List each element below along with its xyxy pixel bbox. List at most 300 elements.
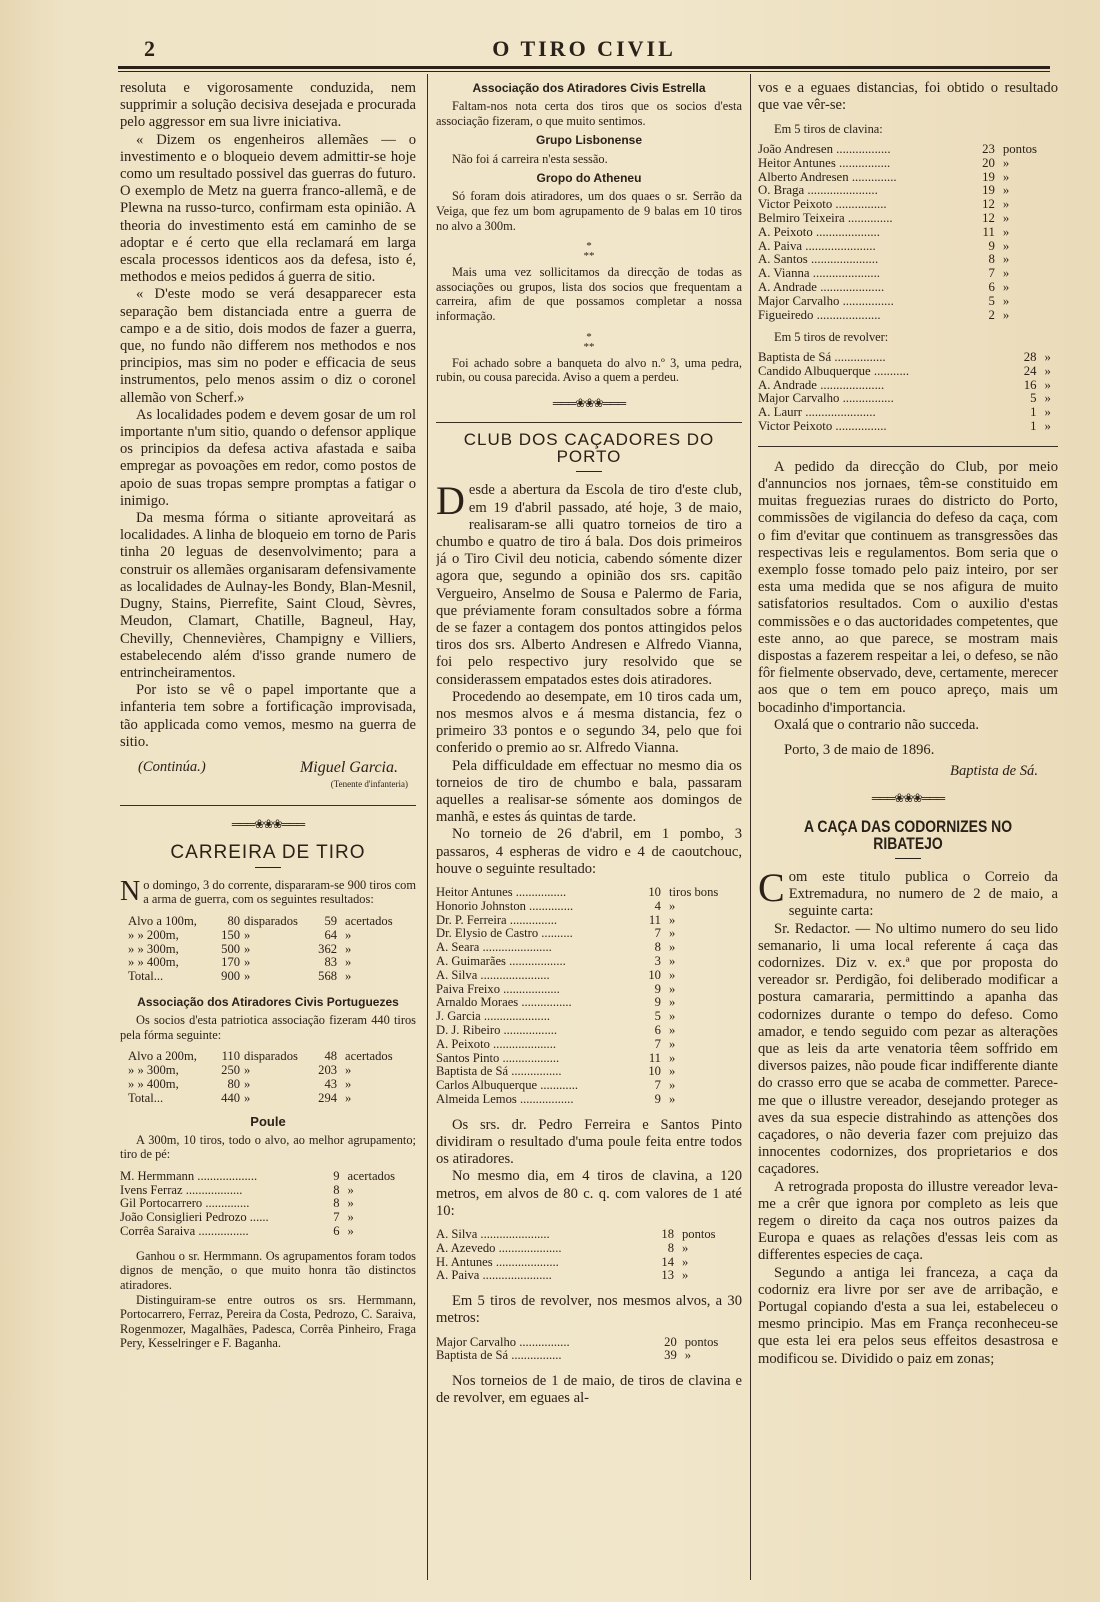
table-cell: » bbox=[347, 1224, 354, 1239]
continua-note: (Continúa.) bbox=[138, 758, 206, 775]
table-cell: » bbox=[668, 1091, 676, 1106]
table-row bbox=[128, 1050, 406, 1064]
table-cell: A. Seara ...................... bbox=[436, 940, 552, 955]
table-cell: O. Braga ...................... bbox=[758, 183, 878, 198]
table-row bbox=[128, 915, 406, 929]
table-row bbox=[120, 1211, 416, 1225]
table-cell: 80 bbox=[227, 913, 241, 928]
table-cell: A. Andrade .................... bbox=[758, 377, 885, 392]
table-cell: » bbox=[1044, 418, 1051, 433]
table-cell: » bbox=[345, 1063, 352, 1078]
section-rule bbox=[758, 446, 1058, 447]
table-cell: » bbox=[668, 912, 676, 927]
table-cell: 19 bbox=[982, 169, 995, 184]
paragraph-text: om este titulo publica o Correio da Extremadura, no numero de 2 de maio, a seguinte carta: bbox=[788, 869, 1058, 920]
table-cell: » bbox=[244, 1076, 251, 1091]
table-cell: 43 bbox=[324, 1076, 338, 1091]
table-cell: » » 300m, bbox=[128, 941, 179, 956]
table-cell: » bbox=[1002, 252, 1010, 267]
table-cell: 83 bbox=[324, 955, 338, 970]
table-cell: A. Silva ...................... bbox=[436, 967, 550, 982]
table-cell: » bbox=[1002, 293, 1010, 308]
table-cell: » bbox=[668, 926, 676, 941]
table-cell: 7 bbox=[654, 926, 661, 941]
table-row bbox=[758, 365, 1058, 379]
table-row bbox=[436, 1256, 742, 1270]
table-caption: Em 5 tiros de revolver: bbox=[774, 330, 889, 345]
table-cell: Heitor Antunes ................ bbox=[758, 155, 891, 170]
section-title: CARREIRA DE TIRO bbox=[170, 841, 366, 863]
table-cell: » bbox=[347, 1196, 354, 1211]
table-cell: João Consiglieri Pedrozo ...... bbox=[120, 1210, 269, 1225]
table-cell: » bbox=[345, 969, 352, 984]
table-cell: disparados bbox=[244, 913, 298, 928]
table-cell: 39 bbox=[664, 1348, 677, 1363]
table-cell: » » 200m, bbox=[128, 927, 179, 942]
table-cell: H. Antunes .................... bbox=[436, 1254, 559, 1269]
paragraph: Procedendo ao desempate, em 10 tiros cada um, nos mesmos alvos e á mesma distancia, fez o primeiro 33 pontos e o segundo 34, pelo que foi conferido o premio ao sr. Alfredo Vianna. bbox=[436, 688, 742, 757]
column-divider bbox=[750, 74, 751, 1580]
table-row bbox=[436, 1038, 742, 1052]
table-cell: » » 300m, bbox=[128, 1063, 179, 1078]
paragraph: Da mesma fórma o sitiante aproveitará as localidades. A linha de bloqueio em torno de Paris tinha 20 leguas de desenvolvimento; para a construir os allemães organisaram defensivamente as localidades de Aulnay-les Bondy, Blan-Mesnil, Dugny, Stains, Pierrefite, Saint Cloud, Sèvres, Meudon, Clamart, Chatille, Bagneul, Hay, Chevilly, Chennevières, Champigny e Villiers, estabelecendo além d'isso grande numero de entrincheiramentos. bbox=[120, 510, 416, 681]
subsection-title: Gropo do Atheneu bbox=[536, 171, 642, 186]
table-cell: » bbox=[668, 1036, 676, 1051]
subsection-title: Associação dos Atiradores Civis Portuguezes bbox=[137, 994, 399, 1009]
paragraph: Nos torneios de 1 de maio, de tiros de clavina e de revolver, em eguaes al- bbox=[436, 1373, 742, 1407]
column-divider bbox=[427, 74, 428, 1580]
table-cell: Major Carvalho ................ bbox=[758, 391, 894, 406]
table-cell: » bbox=[1044, 377, 1051, 392]
table-cell: Total... bbox=[128, 969, 164, 984]
table-cell: 568 bbox=[318, 969, 338, 984]
table-row bbox=[758, 212, 1058, 226]
table-cell: pontos bbox=[681, 1226, 716, 1241]
table-cell: 7 bbox=[654, 1078, 661, 1093]
table-cell: Baptista de Sá ................ bbox=[436, 1348, 562, 1363]
table-cell: 150 bbox=[221, 927, 241, 942]
table-row bbox=[128, 970, 406, 984]
table-cell: » bbox=[244, 955, 251, 970]
table-row bbox=[436, 1336, 742, 1350]
paragraph: Não foi á carreira n'esta sessão. bbox=[452, 151, 608, 166]
table-cell: Victor Peixoto ................ bbox=[758, 197, 887, 212]
table-cell: 20 bbox=[664, 1334, 677, 1349]
table-cell: » bbox=[1002, 224, 1010, 239]
table-cell: » bbox=[345, 941, 352, 956]
table-cell: » bbox=[668, 995, 676, 1010]
table-row bbox=[758, 379, 1058, 393]
table-cell: A. Silva ...................... bbox=[436, 1226, 550, 1241]
table-row bbox=[758, 171, 1058, 185]
paragraph: Oxalá que o contrario não succeda. bbox=[774, 716, 980, 733]
table-cell: Baptista de Sá ................ bbox=[436, 1064, 562, 1079]
table-cell: A. Azevedo .................... bbox=[436, 1240, 562, 1255]
table-cell: disparados bbox=[244, 1049, 298, 1064]
table-row bbox=[436, 1242, 742, 1256]
table-cell: Alvo a 100m, bbox=[128, 913, 197, 928]
table-cell: Carlos Albuquerque ............ bbox=[436, 1078, 579, 1093]
table-cell: acertados bbox=[345, 1049, 393, 1064]
subsection-title: Associação dos Atiradores Civis Estrella bbox=[472, 81, 706, 95]
table-cell: 28 bbox=[1023, 349, 1037, 364]
table-row bbox=[436, 955, 742, 969]
table-cell: D. J. Ribeiro ................. bbox=[436, 1022, 558, 1037]
ornament-divider: ═══❀❀❀═══ bbox=[552, 395, 626, 410]
table-cell: 9 bbox=[654, 1091, 661, 1106]
table-row bbox=[120, 1225, 416, 1239]
paragraph bbox=[436, 478, 742, 688]
table-cell: Corrêa Saraiva ................ bbox=[120, 1224, 249, 1239]
table-row bbox=[758, 281, 1058, 295]
table-cell: 59 bbox=[324, 913, 338, 928]
table-row bbox=[120, 1197, 416, 1211]
table-cell: 5 bbox=[988, 293, 995, 308]
clavina-table bbox=[436, 1228, 742, 1283]
table-cell: Heitor Antunes ................ bbox=[436, 885, 567, 900]
section-rule bbox=[436, 422, 742, 423]
table-cell: » bbox=[668, 967, 676, 982]
paragraph: Os socios d'esta patriotica associação fizeram 440 tiros pela fórma seguinte: bbox=[120, 1013, 416, 1042]
table-cell: 110 bbox=[221, 1049, 241, 1064]
table-cell: A. Laurr ...................... bbox=[758, 405, 876, 420]
table-row bbox=[436, 1079, 742, 1093]
table-cell: 9 bbox=[654, 995, 661, 1010]
table-cell: » bbox=[668, 1022, 676, 1037]
table-cell: A. Santos ..................... bbox=[758, 252, 879, 267]
table-cell: » bbox=[244, 941, 251, 956]
table-cell: Major Carvalho ................ bbox=[436, 1334, 570, 1349]
table-row bbox=[128, 1064, 406, 1078]
table-cell: » bbox=[1002, 238, 1010, 253]
table-cell: 3 bbox=[654, 954, 661, 968]
table-cell: 9 bbox=[333, 1168, 340, 1183]
table-cell: » bbox=[1002, 307, 1010, 322]
table-row bbox=[128, 1092, 406, 1106]
paragraph: « D'este modo se verá desapparecer esta separação bem distanciada entre a guerra de campo e a de sitio, dois modos de fazer a guerra, que, no fundo não differem nos methodos e nos principios, mas sim no poder e efficacia de seus instrumentos, pelo menos assim o diz o coronel allemão von Scherf.» bbox=[120, 286, 416, 406]
table-cell: 8 bbox=[654, 940, 661, 955]
table-cell: 9 bbox=[988, 238, 995, 253]
section-title: CLUB DOS CAÇADORES DO PORTO bbox=[463, 429, 715, 467]
table-cell: » bbox=[681, 1254, 689, 1269]
table-cell: » bbox=[668, 1050, 676, 1065]
header-rule bbox=[118, 66, 1050, 72]
paragraph: vos e a eguaes distancias, foi obtido o resultado que vae vêr-se: bbox=[758, 80, 1058, 114]
table-row bbox=[120, 1184, 416, 1198]
table-cell: A. Guimarães .................. bbox=[436, 954, 566, 968]
paragraph: A pedido da direcção do Club, por meio d'annuncios nos jornaes, têm-se constituido em muitas freguezias ruraes do districto do Porto, commissões de vigilancia do defeso da caça, com o fim d'evitar que continuem as transgressões das respectivas leis e regulamentos. Bom seria que o exemplo fosse tomado pelo paiz inteiro, por ser esta uma medida que se nos afigura de muito satisfatorios resultados. Com o auxilio d'estas commissões e o das auctoridades competentes, que este anno, ao que parece, se mostram mais dispostas a fazerem respeitar a lei, o defeso, se não fôr fielmente observado, deve, certamente, merecer aos que o tem em pouco apreço, mais um bocadinho d'importancia. bbox=[758, 458, 1058, 716]
table-cell: » bbox=[345, 1090, 352, 1105]
table-row bbox=[436, 1024, 742, 1038]
table-cell: » bbox=[684, 1348, 692, 1363]
table-cell: acertados bbox=[347, 1168, 396, 1183]
table-cell: Belmiro Teixeira .............. bbox=[758, 210, 893, 225]
table-row bbox=[758, 157, 1058, 171]
table-cell: Dr. Elysio de Castro .......... bbox=[436, 926, 573, 941]
table-cell: 24 bbox=[1023, 363, 1037, 378]
table-cell: » bbox=[668, 940, 676, 955]
clavina-results-table bbox=[758, 143, 1058, 322]
table-cell: A. Peixoto .................... bbox=[758, 224, 880, 239]
dateline: Porto, 3 de maio de 1896. bbox=[784, 741, 935, 758]
table-cell: Honorio Johnston .............. bbox=[436, 898, 574, 913]
table-cell: 170 bbox=[221, 955, 241, 970]
table-cell: » bbox=[1002, 183, 1010, 198]
table-cell: Alvo a 200m, bbox=[128, 1049, 197, 1064]
table-cell: Figueiredo .................... bbox=[758, 307, 881, 322]
paragraph: No mesmo dia, em 4 tiros de clavina, a 120 metros, em alvos de 80 c. q. com valores de 1 até 10: bbox=[436, 1168, 742, 1219]
table-cell: A. Paiva ...................... bbox=[436, 1268, 552, 1283]
table-cell: » bbox=[1044, 349, 1051, 364]
table-cell: » bbox=[1002, 169, 1010, 184]
table-cell: Arnaldo Moraes ................ bbox=[436, 995, 572, 1010]
table-row bbox=[436, 969, 742, 983]
table-cell: 362 bbox=[318, 941, 338, 956]
section-title: A CAÇA DAS CODORNIZES NO RIBATEJO bbox=[803, 816, 1013, 853]
results-table-2 bbox=[128, 1050, 406, 1105]
paragraph: « Dizem os engenheiros allemães — o investimento e o bloqueio devem admittir-se hoje como um resultado possivel das guerras do futuro. O exemplo de Metz na guerra franco-allemã, e de Plewna na russo-turco, confirmam esta opinião. A theoria do investimento está em caminho de se adoptar e é certo que ella reclamará em larga escala processos identicos aos da defesa, isto é, methodos e meios pedidos á guerra de sitio. bbox=[120, 131, 416, 286]
table-row bbox=[758, 351, 1058, 365]
table-cell: » bbox=[345, 1076, 352, 1091]
table-cell: Gil Portocarrero .............. bbox=[120, 1196, 250, 1211]
revolver-table bbox=[436, 1336, 742, 1364]
table-row bbox=[128, 929, 406, 943]
table-row bbox=[758, 253, 1058, 267]
table-cell: 500 bbox=[221, 941, 241, 956]
paragraph: Só foram dois atiradores, um dos quaes o sr. Serrão da Veiga, que fez um bom agrupamento de 9 balas em 10 tiros no alvo a 300m. bbox=[436, 189, 742, 233]
table-cell: » bbox=[345, 927, 352, 942]
table-row bbox=[758, 406, 1058, 420]
table-row bbox=[436, 983, 742, 997]
table-cell: 19 bbox=[982, 183, 995, 198]
table-cell: 5 bbox=[654, 1009, 661, 1024]
table-cell: 23 bbox=[982, 142, 995, 156]
table-cell: 64 bbox=[324, 927, 338, 942]
table-cell: » bbox=[1002, 279, 1010, 294]
table-cell: » bbox=[668, 1009, 676, 1024]
page-number: 2 bbox=[144, 36, 155, 61]
table-cell: 7 bbox=[333, 1210, 340, 1225]
table-cell: 1 bbox=[1030, 418, 1037, 433]
title-dash bbox=[895, 858, 921, 859]
asterism: * ** bbox=[583, 240, 595, 263]
table-caption: Em 5 tiros de clavina: bbox=[774, 122, 883, 137]
table-row bbox=[436, 1349, 742, 1363]
table-cell: 10 bbox=[648, 967, 661, 982]
paragraph: Pela difficuldade em effectuar no mesmo dia os torneios de tiro de chumbo e bala, passaram aquelles a realisar-se sómente aos domingos de manhã, e estes ás quintas de tarde. bbox=[436, 757, 742, 826]
table-cell: 11 bbox=[982, 224, 995, 239]
author-name: Miguel Garcia. bbox=[299, 758, 398, 776]
table-cell: 11 bbox=[648, 912, 661, 927]
paragraph: Distinguiram-se entre outros os srs. Hermmann, Portocarrero, Ferraz, Pereira da Costa, Pedrozo, C. Saraiva, Rogenmozer, Magalhães, Padesca, Corrêa Pinheiro, Fraga Pery, Kesselringer e F. Baganha. bbox=[120, 1292, 416, 1351]
column-1 bbox=[120, 80, 416, 1580]
ornament-divider: ═══❀❀❀═══ bbox=[231, 817, 305, 832]
drop-cap: D bbox=[436, 478, 465, 524]
table-cell: Candido Albuquerque ........... bbox=[758, 363, 910, 378]
table-cell: 8 bbox=[988, 252, 995, 267]
table-row bbox=[758, 184, 1058, 198]
table-cell: 900 bbox=[221, 969, 241, 984]
table-cell: » bbox=[244, 1063, 251, 1078]
newspaper-title: O TIRO CIVIL bbox=[492, 36, 676, 61]
table-cell: 9 bbox=[654, 981, 661, 996]
table-cell: M. Hermmann ................... bbox=[120, 1168, 258, 1183]
table-cell: » bbox=[681, 1240, 689, 1255]
article-signature bbox=[120, 759, 416, 776]
table-cell: J. Garcia ..................... bbox=[436, 1009, 551, 1024]
table-cell: 6 bbox=[333, 1224, 340, 1239]
table-row bbox=[436, 941, 742, 955]
table-cell: 5 bbox=[1030, 391, 1037, 406]
table-row bbox=[436, 1065, 742, 1079]
table-cell: 8 bbox=[333, 1182, 340, 1197]
table-row bbox=[758, 295, 1058, 309]
table-cell: 11 bbox=[648, 1050, 661, 1065]
paragraph bbox=[758, 865, 1058, 921]
section-rule bbox=[120, 805, 416, 806]
table-cell: » bbox=[1002, 197, 1010, 212]
table-row bbox=[758, 198, 1058, 212]
page-header bbox=[118, 36, 1050, 66]
table-cell: 440 bbox=[221, 1090, 241, 1105]
table-cell: » bbox=[244, 1090, 251, 1105]
table-cell: Ivens Ferraz .................. bbox=[120, 1182, 243, 1197]
table-cell: 20 bbox=[982, 155, 995, 170]
table-cell: » bbox=[244, 969, 251, 984]
paragraph: A retrograda proposta do illustre vereador leva-me a crêr que ignora por completo as leis que regem o direito da caça nos outros paizes da Europa e quaes as relações d'essas leis com as differentes especies de caça. bbox=[758, 1178, 1058, 1264]
table-row bbox=[758, 143, 1058, 157]
paragraph: As localidades podem e devem gosar de um rol importante n'um sitio, quando o defensor applique os principios da defesa activa afastada e saiba empregar as povoações em redor, como postos de apoio de suas tropas sempre promptas a fatigar o inimigo. bbox=[120, 406, 416, 509]
table-cell: pontos bbox=[684, 1334, 719, 1349]
table-row bbox=[120, 1170, 416, 1184]
table-cell: » bbox=[1002, 266, 1010, 281]
table-cell: A. Paiva ...................... bbox=[758, 238, 876, 253]
table-cell: » bbox=[1044, 405, 1051, 420]
table-row bbox=[128, 956, 406, 970]
table-row bbox=[758, 226, 1058, 240]
table-row bbox=[128, 943, 406, 957]
table-cell: Major Carvalho ................ bbox=[758, 293, 894, 308]
table-cell: » bbox=[244, 927, 251, 942]
table-cell: Dr. P. Ferreira ............... bbox=[436, 912, 558, 927]
table-cell: » bbox=[1044, 363, 1051, 378]
ornament-divider: ═══❀❀❀═══ bbox=[871, 791, 945, 806]
table-cell: 13 bbox=[661, 1268, 674, 1283]
table-row bbox=[436, 900, 742, 914]
table-cell: 8 bbox=[333, 1196, 340, 1211]
carreira-intro bbox=[120, 875, 416, 907]
table-cell: 14 bbox=[661, 1254, 674, 1269]
table-cell: tiros bons bbox=[668, 885, 719, 900]
table-cell: Santos Pinto .................. bbox=[436, 1050, 560, 1065]
table-cell: acertados bbox=[345, 913, 393, 928]
paragraph: Em 5 tiros de revolver, nos mesmos alvos, a 30 metros: bbox=[436, 1293, 742, 1327]
table-row bbox=[436, 914, 742, 928]
table-cell: » bbox=[1044, 391, 1051, 406]
table-row bbox=[758, 309, 1058, 323]
table-row bbox=[436, 996, 742, 1010]
table-row bbox=[436, 1010, 742, 1024]
table-cell: A. Peixoto .................... bbox=[436, 1036, 556, 1051]
table-row bbox=[436, 1269, 742, 1283]
table-cell: » bbox=[668, 1064, 676, 1079]
table-cell: 6 bbox=[654, 1022, 661, 1037]
table-cell: » » 400m, bbox=[128, 1076, 179, 1091]
table-row bbox=[436, 886, 742, 900]
table-cell: 1 bbox=[1030, 405, 1037, 420]
subsection-title: Grupo Lisbonense bbox=[535, 133, 642, 148]
author-rank: (Tenente d'infanteria) bbox=[330, 779, 408, 790]
table-cell: 80 bbox=[227, 1076, 241, 1091]
torneio-table bbox=[436, 886, 742, 1107]
table-cell: » bbox=[668, 954, 676, 968]
table-cell: 7 bbox=[988, 266, 995, 281]
drop-cap: C bbox=[758, 865, 785, 910]
table-cell: » bbox=[1002, 155, 1010, 170]
column-3 bbox=[758, 80, 1058, 1580]
table-row bbox=[436, 1052, 742, 1066]
table-cell: » bbox=[668, 1078, 676, 1093]
title-dash bbox=[255, 867, 281, 868]
paragraph: Foi achado sobre a banqueta do alvo n.º 3, uma pedra, rubin, ou cousa parecida. Aviso a quem a perdeu. bbox=[436, 355, 742, 385]
drop-cap: N bbox=[120, 875, 141, 907]
table-row bbox=[436, 1093, 742, 1107]
table-cell: 7 bbox=[654, 1036, 661, 1051]
paragraph: Segundo a antiga lei franceza, a caça da codorniz era livre por ser ave de arribação, e Portugal copiando d'esta a sua lei, estabeleceu o mesmo principio. Mas em França reconheceu-se que esta lei era pelos seus effeitos desastrosa e modificou se. Dividido o paiz em zonas; bbox=[758, 1264, 1058, 1367]
table-cell: » bbox=[347, 1210, 354, 1225]
table-cell: 16 bbox=[1023, 377, 1037, 392]
table-cell: 203 bbox=[318, 1063, 338, 1078]
table-cell: » » 400m, bbox=[128, 955, 179, 970]
table-cell: 2 bbox=[988, 307, 995, 322]
paragraph: resoluta e vigorosamente conduzida, nem supprimir a solução decisiva desejada e procurada pelo aggressor em sua livre iniciativa. bbox=[120, 80, 416, 131]
table-cell: João Andresen ................. bbox=[758, 142, 891, 156]
table-cell: Paiva Freixo .................. bbox=[436, 981, 560, 996]
paragraph: A 300m, 10 tiros, todo o alvo, ao melhor agrupamento; tiro de pé: bbox=[120, 1132, 416, 1162]
table-cell: » bbox=[347, 1182, 354, 1197]
intro-text: o domingo, 3 do corrente, dispararam-se 900 tiros com a arma de guerra, com os seguintes resultados: bbox=[143, 877, 416, 907]
table-cell: Total... bbox=[128, 1090, 164, 1105]
table-row bbox=[436, 1228, 742, 1242]
table-cell: 250 bbox=[221, 1063, 241, 1078]
table-cell: 6 bbox=[988, 279, 995, 294]
table-cell: » bbox=[1002, 210, 1010, 225]
title-dash bbox=[576, 471, 602, 472]
asterism: * ** bbox=[583, 330, 595, 353]
table-row bbox=[758, 240, 1058, 254]
table-cell: » bbox=[668, 898, 676, 913]
table-cell: 10 bbox=[648, 885, 661, 900]
table-cell: A. Andrade .................... bbox=[758, 279, 885, 294]
results-table-1 bbox=[128, 915, 406, 984]
table-cell: A. Vianna ..................... bbox=[758, 266, 880, 281]
column-2 bbox=[436, 80, 742, 1580]
table-cell: pontos bbox=[1002, 142, 1038, 156]
table-cell: 10 bbox=[648, 1064, 661, 1079]
paragraph: No torneio de 26 d'abril, em 1 pombo, 3 passaros, 4 espheras de vidro e 4 de caoutchouc, houve o seguinte resultado: bbox=[436, 826, 742, 877]
poule-table bbox=[120, 1170, 416, 1239]
table-row bbox=[758, 392, 1058, 406]
table-cell: Baptista de Sá ................ bbox=[758, 349, 886, 364]
table-cell: Almeida Lemos ................. bbox=[436, 1091, 574, 1106]
paragraph: Ganhou o sr. Hermmann. Os agrupamentos foram todos dignos de menção, o que muito honra tão distinctos atiradores. bbox=[120, 1248, 416, 1293]
paragraph-text: esde a abertura da Escola de tiro d'este club, em 19 d'abril passado, até hoje, 3 de maio, realisaram-se alli quatro torneios de tiro a chumbo e quatro de tiro á bala. Dos dois primeiros já o Tiro Civil deu noticia, cabendo sómente dizer agora que, segundo a opinião dos srs. capitão Vergueiro, Anselmo de Sousa e Palermo de Faria, que préviamente foram consultados sobre a fórma de se fazer a contagem dos pontos attingidos pelos tiros dos srs. Alberto Andresen e Alfredo Vianna, foi pelo respectivo jury resolvido que se considerassem empatados estes dois atiradores. bbox=[436, 482, 742, 688]
table-cell: Victor Peixoto ................ bbox=[758, 418, 887, 433]
table-row bbox=[128, 1078, 406, 1092]
table-cell: 48 bbox=[324, 1049, 338, 1064]
table-cell: 294 bbox=[318, 1090, 338, 1105]
table-cell: Alberto Andresen .............. bbox=[758, 169, 897, 184]
